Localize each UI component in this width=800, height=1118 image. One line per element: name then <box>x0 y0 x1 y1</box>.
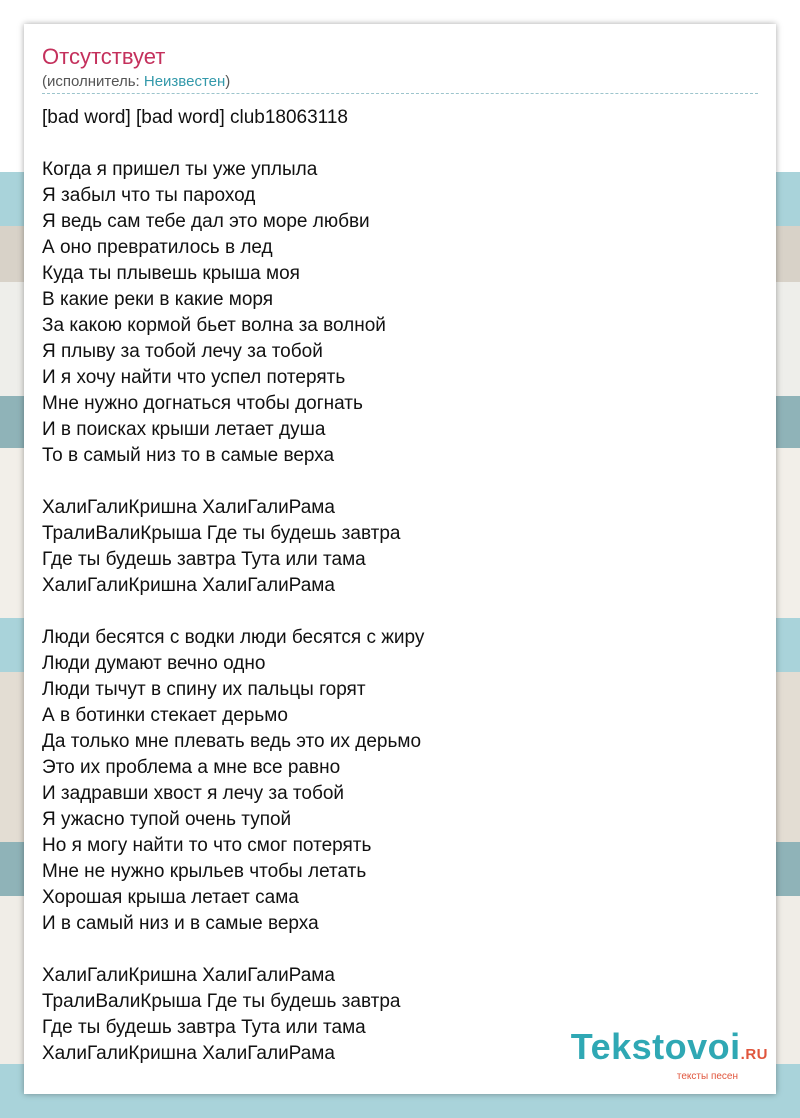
lyric-line: ХалиГалиКришна ХалиГалиРама <box>42 965 335 986</box>
lyric-line: И задравши хвост я лечу за тобой <box>42 783 345 804</box>
lyric-line: Я забыл что ты пароход <box>42 185 256 206</box>
lyric-line: Где ты будешь завтра Тута или тама <box>42 549 366 570</box>
logo-tagline: тексты песен <box>676 1071 738 1082</box>
logo-name: Tekstovoi <box>570 1026 741 1067</box>
stanza-break <box>42 599 424 625</box>
lyric-line: Люди тычут в спину их пальцы горят <box>42 679 366 700</box>
lyric-line: Это их проблема а мне все равно <box>42 757 341 778</box>
lyric-line: Люди думают вечно одно <box>42 653 266 674</box>
lyric-line: И я хочу найти что успел потерять <box>42 367 346 388</box>
lyric-line: ХалиГалиКришна ХалиГалиРама <box>42 1043 335 1064</box>
logo-tld: .RU <box>740 1046 768 1063</box>
lyric-line: Я ведь сам тебе дал это море любви <box>42 211 370 232</box>
lyric-line: В какие реки в какие моря <box>42 289 274 310</box>
lyric-line: Куда ты плывешь крыша моя <box>42 263 300 284</box>
lyric-line: Люди бесятся с водки люди бесятся с жиру <box>42 627 425 648</box>
lyric-line: Когда я пришел ты уже уплыла <box>42 159 318 180</box>
lyric-line: ХалиГалиКришна ХалиГалиРама <box>42 575 335 596</box>
lyrics-body <box>42 105 424 1067</box>
lyric-line: Но я могу найти то что смог потерять <box>42 835 372 856</box>
lyric-line: [bad word] [bad word] club18063118 <box>42 107 348 128</box>
artist-prefix: (исполнитель: <box>42 73 144 90</box>
header-divider <box>42 93 758 94</box>
lyric-line: И в самый низ и в самые верха <box>42 913 319 934</box>
stanza-break <box>42 131 424 157</box>
lyric-line: Я плыву за тобой лечу за тобой <box>42 341 323 362</box>
song-title: Отсутствует <box>42 44 166 69</box>
lyric-line: За какою кормой бьет волна за волной <box>42 315 386 336</box>
artist-line <box>42 72 230 92</box>
lyric-line: ТралиВалиКрыша Где ты будешь завтра <box>42 991 401 1012</box>
lyric-line: И в поисках крыши летает душа <box>42 419 326 440</box>
stanza-break <box>42 469 424 495</box>
lyric-line: Где ты будешь завтра Тута или тама <box>42 1017 366 1038</box>
lyric-line: Мне не нужно крыльев чтобы летать <box>42 861 367 882</box>
artist-link[interactable]: Неизвестен <box>143 73 226 90</box>
lyric-line: То в самый низ то в самые верха <box>42 445 335 466</box>
lyric-line: Мне нужно догнаться чтобы догнать <box>42 393 363 414</box>
lyrics-card <box>24 24 776 1094</box>
lyric-line: ХалиГалиКришна ХалиГалиРама <box>42 497 335 518</box>
site-logo[interactable] <box>570 1026 768 1082</box>
lyric-line: ТралиВалиКрыша Где ты будешь завтра <box>42 523 401 544</box>
lyric-line: Я ужасно тупой очень тупой <box>42 809 292 830</box>
lyric-line: Хорошая крыша летает сама <box>42 887 299 908</box>
artist-suffix: ) <box>225 73 231 90</box>
lyric-line: Да только мне плевать ведь это их дерьмо <box>42 731 422 752</box>
lyric-line: А в ботинки стекает дерьмо <box>42 705 288 726</box>
lyric-line: А оно превратилось в лед <box>42 237 273 258</box>
stanza-break <box>42 937 424 963</box>
